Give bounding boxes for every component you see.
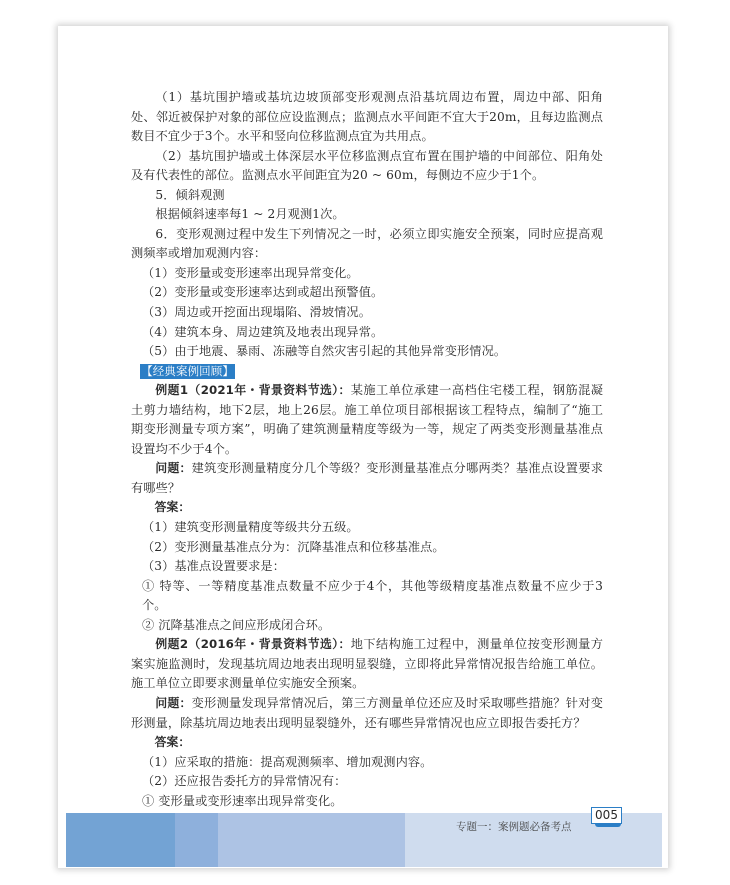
page-content: [131, 88, 603, 870]
example-2: [131, 635, 603, 694]
answer-item: ② 沉降基准点之间应形成闭合环。: [141, 617, 331, 632]
footer-segment: [66, 813, 175, 867]
example-label: 例题2（2016年・背景资料节选）：: [155, 637, 351, 652]
answer-item: （2）变形测量基准点分为：沉降基准点和位移基准点。: [141, 539, 445, 554]
answer-item: （3）基准点设置要求是：: [141, 559, 285, 574]
chapter-title: 专题一：案例题必备考点: [456, 821, 572, 833]
page-number: 005: [591, 807, 622, 824]
answer-label: 答案：: [154, 500, 191, 515]
page-number-badge: [591, 807, 624, 827]
list-item: （1）变形量或变形速率出现异常变化。: [141, 265, 359, 280]
list-item: （4）建筑本身、周边建筑及地表出现异常。: [141, 324, 384, 339]
footer-segment: [175, 813, 218, 867]
answer-item: （2）还应报告委托方的异常情况有：: [141, 774, 347, 789]
question-text: 建筑变形测量精度分几个等级？变形测量基准点分哪两类？基准点设置要求有哪些？: [131, 461, 603, 495]
example-1: [131, 381, 603, 459]
example-2-question: [131, 694, 603, 733]
footer-band: [66, 813, 662, 867]
example-1-question: [131, 459, 603, 498]
paragraph: 6．变形观测过程中发生下列情况之一时，必须立即实施安全预案，同时应提高观测频率或增加观测内容：: [131, 226, 603, 261]
paragraph: （1）基坑围护墙或基坑边坡顶部变形观测点沿基坑周边布置，周边中部、阳角处、邻近被保护对象的部位应设监测点；监测点水平间距不宜大于20m，且每边监测点数目不宜少于3个。水平和竖向位移监测点宜为共用点。: [131, 90, 603, 144]
question-label: 问题：: [155, 461, 192, 476]
section-title: 5．倾斜观测: [155, 187, 225, 202]
answer-item: （1）建筑变形测量精度等级共分五级。: [141, 520, 359, 535]
list-item: （3）周边或开挖面出现塌陷、滑坡情况。: [141, 305, 371, 320]
case-review-heading: 【经典案例回顾】: [141, 363, 234, 378]
example-text: 地下结构施工过程中，测量单位按变形测量方案实施监测时，发现基坑周边地表出现明显裂缝，立即将此异常情况报告给施工单位。施工单位立即要求测量单位实施安全预案。: [131, 637, 603, 691]
paragraph: （2）基坑围护墙或土体深层水平位移监测点宜布置在围护墙的中间部位、阳角处及有代表性的部位。监测点水平间距宜为20 ~ 60m，每侧边不应少于1个。: [131, 148, 603, 183]
list-item: （2）变形量或变形速率达到或超出预警值。: [141, 285, 384, 300]
example-text: 某施工单位承建一高档住宅楼工程，钢筋混凝土剪力墙结构，地下2层，地上26层。施工单位项目部根据该工程特点，编制了“施工期变形测量专项方案”，明确了建筑测量精度等级为一等，规定了两类变形测量基准点设置均不少于4个。: [131, 383, 603, 456]
list-item: （5）由于地震、暴雨、冻融等自然灾害引起的其他异常变形情况。: [141, 344, 507, 359]
paragraph: 根据倾斜速率每1 ~ 2月观测1次。: [155, 207, 345, 222]
answer-item: ① 变形量或变形速率出现异常变化。: [141, 793, 343, 808]
document-page: [58, 26, 668, 868]
monitor-stand-icon: [595, 824, 621, 827]
answer-label: 答案：: [154, 735, 191, 750]
answer-item: （1）应采取的措施：提高观测频率、增加观测内容。: [141, 754, 433, 769]
question-label: 问题：: [155, 695, 192, 710]
answer-item: ① 特等、一等精度基准点数量不应少于4个，其他等级精度基准点数量不应少于3个。: [141, 578, 603, 613]
question-text: 变形测量发现异常情况后，第三方测量单位还应及时采取哪些措施？针对变形测量，除基坑周边地表出现明显裂缝外，还有哪些异常情况也应立即报告委托方？: [131, 695, 603, 730]
footer-segment: [218, 813, 405, 867]
example-label: 例题1（2021年・背景资料节选）：: [155, 383, 351, 398]
